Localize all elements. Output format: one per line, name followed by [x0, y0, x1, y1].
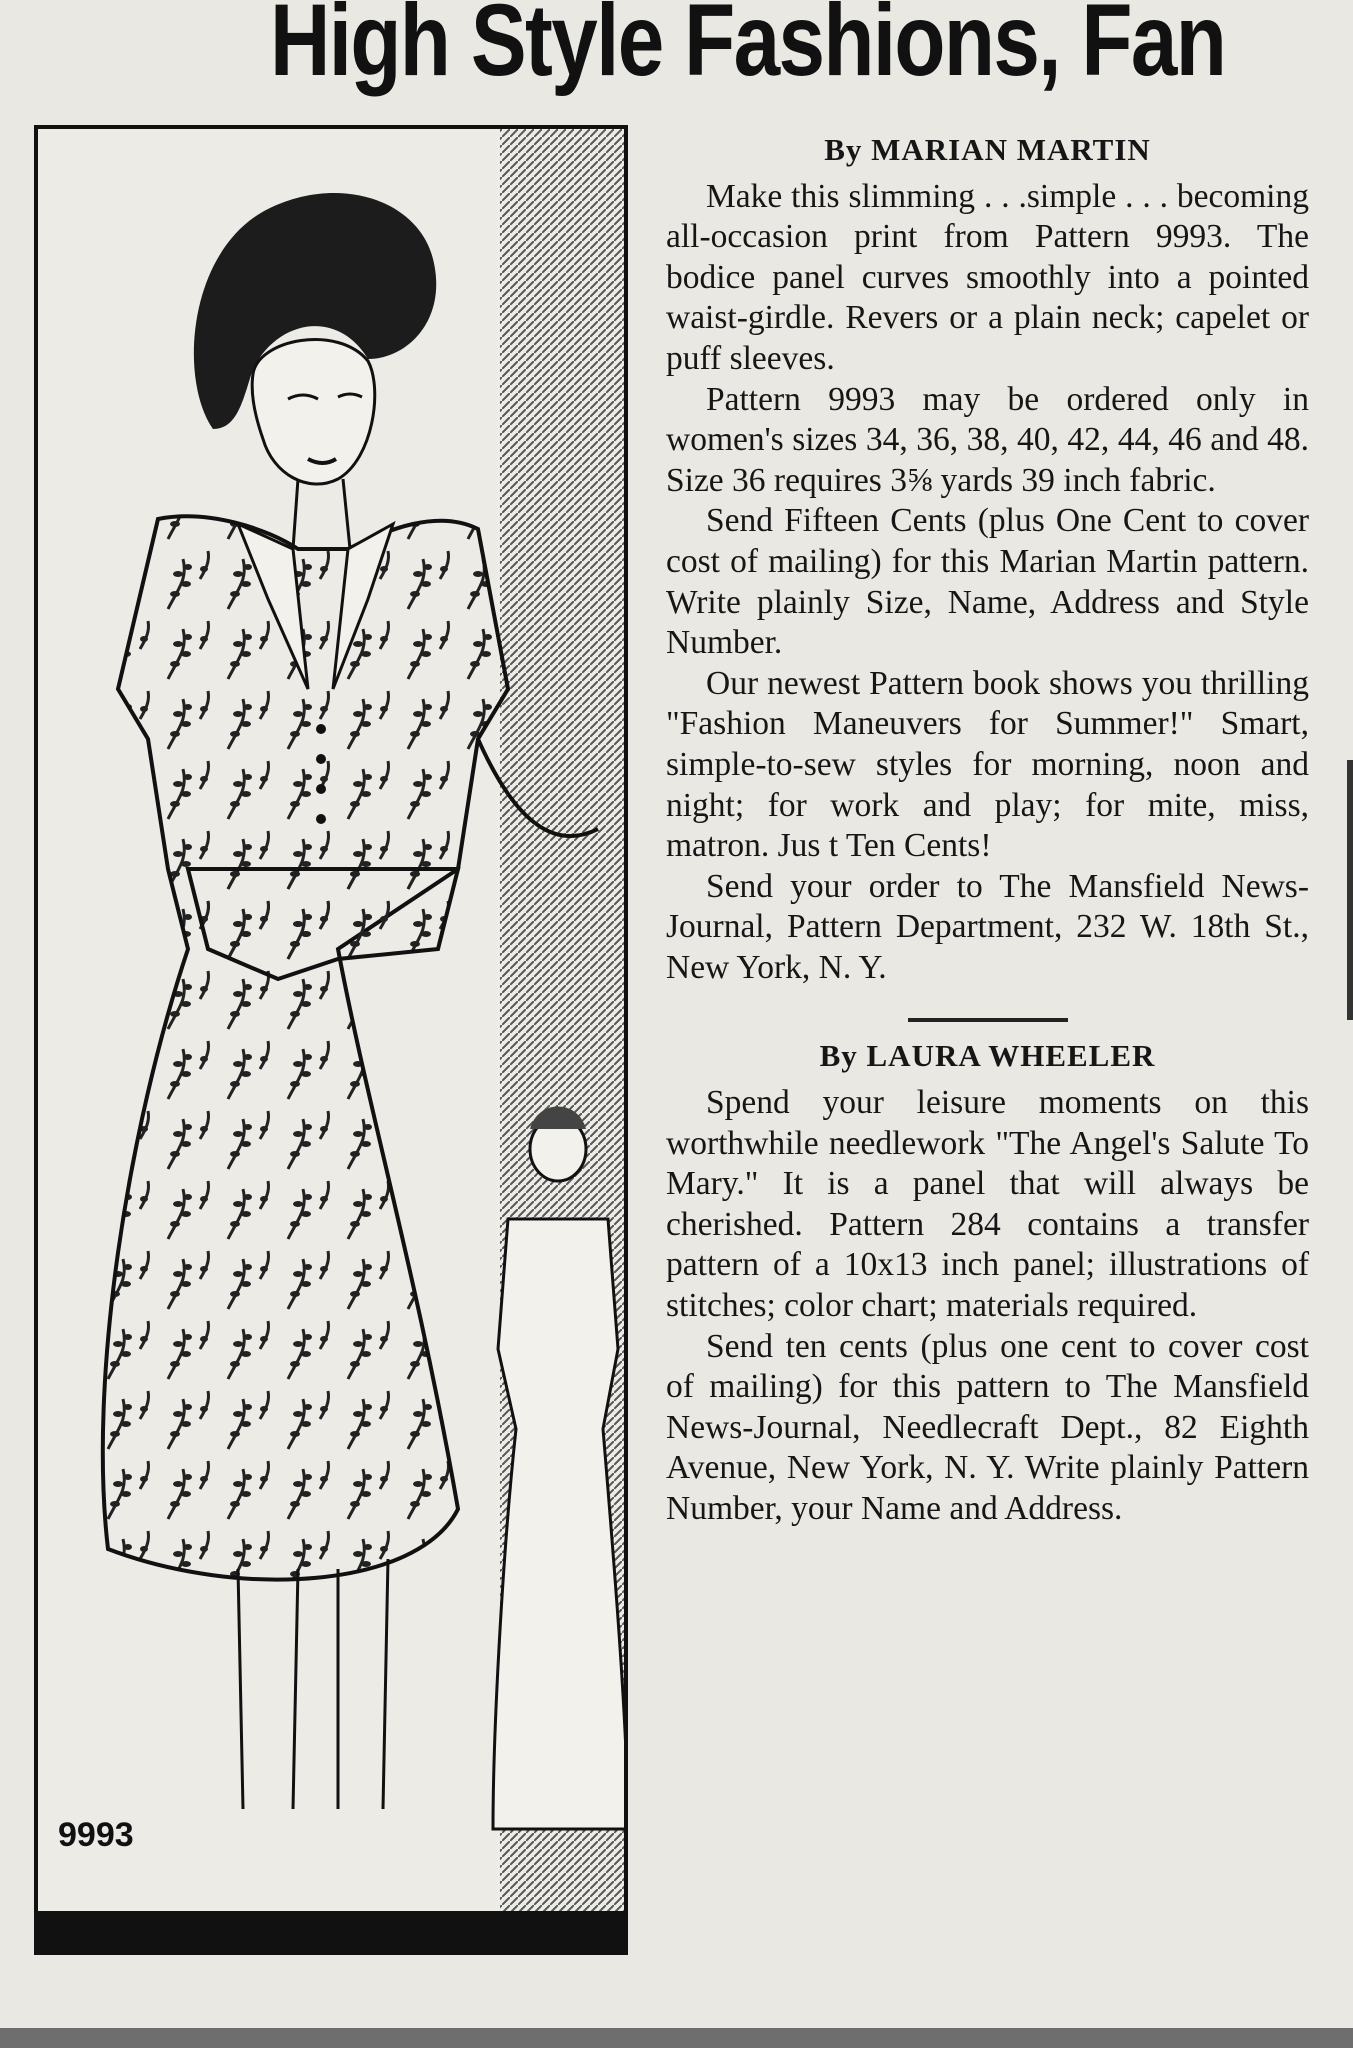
article2-paragraph-1: Spend your leisure moments on this worthwhile needlework "The Angel's Salute To Mary." It is a panel that will always be cherished. Pattern 284 contains a transfer pattern of a 10x13 inch panel; illustrations of stitches; color chart; materials required. — [666, 1084, 1309, 1325]
bottom-rule — [0, 2028, 1353, 2048]
article1-paragraph-1: Make this slimming . . .simple . . . becoming all-occasion print from Pattern 9993. The bodice panel curves smoothly into a pointed waist-girdle. Revers or a plain neck; capelet or puff sleeves. — [666, 177, 1309, 377]
article1-paragraph-2: Pattern 9993 may be ordered only in women's sizes 34, 36, 38, 40, 42, 44, 46 and 48. Size 36 requires 3⅝ yards 39 inch fabric. — [666, 380, 1309, 499]
byline-laura-wheeler: By LAURA WHEELER — [819, 1038, 1156, 1074]
headline: High Style Fashions, Fan — [270, 0, 1226, 97]
article1-paragraph-3: Send Fifteen Cents (plus One Cent to cover cost of mailing) for this Marian Martin pattern. Write plainly Size, Name, Address and Style Number. — [666, 502, 1309, 662]
byline-marian-martin: By MARIAN MARTIN — [824, 132, 1151, 167]
article-column — [666, 126, 1309, 1530]
section-divider — [908, 1018, 1068, 1022]
dress-illustration — [34, 125, 628, 1955]
fashion-drawing — [38, 129, 624, 1951]
pattern-number-label: 9993 — [58, 1816, 134, 1854]
article1-paragraph-5: Send your order to The Mansfield News-Journal, Pattern Department, 232 W. 18th St., New York, N. Y. — [666, 867, 1309, 986]
article2-paragraph-2: Send ten cents (plus one cent to cover cost of mailing) for this pattern to The Mansfield News-Journal, Needlecraft Dept., 82 Eighth Avenue, New York, N. Y. Write plainly Pattern Number, your Name and Address. — [666, 1327, 1309, 1527]
adjacent-column-edge — [1347, 760, 1353, 1020]
article1-paragraph-4: Our newest Pattern book shows you thrilling "Fashion Maneuvers for Summer!" Smart, simple-to-sew styles for morning, noon and night; for work and play; for mite, miss, matron. Jus t Ten Cents! — [666, 664, 1309, 865]
